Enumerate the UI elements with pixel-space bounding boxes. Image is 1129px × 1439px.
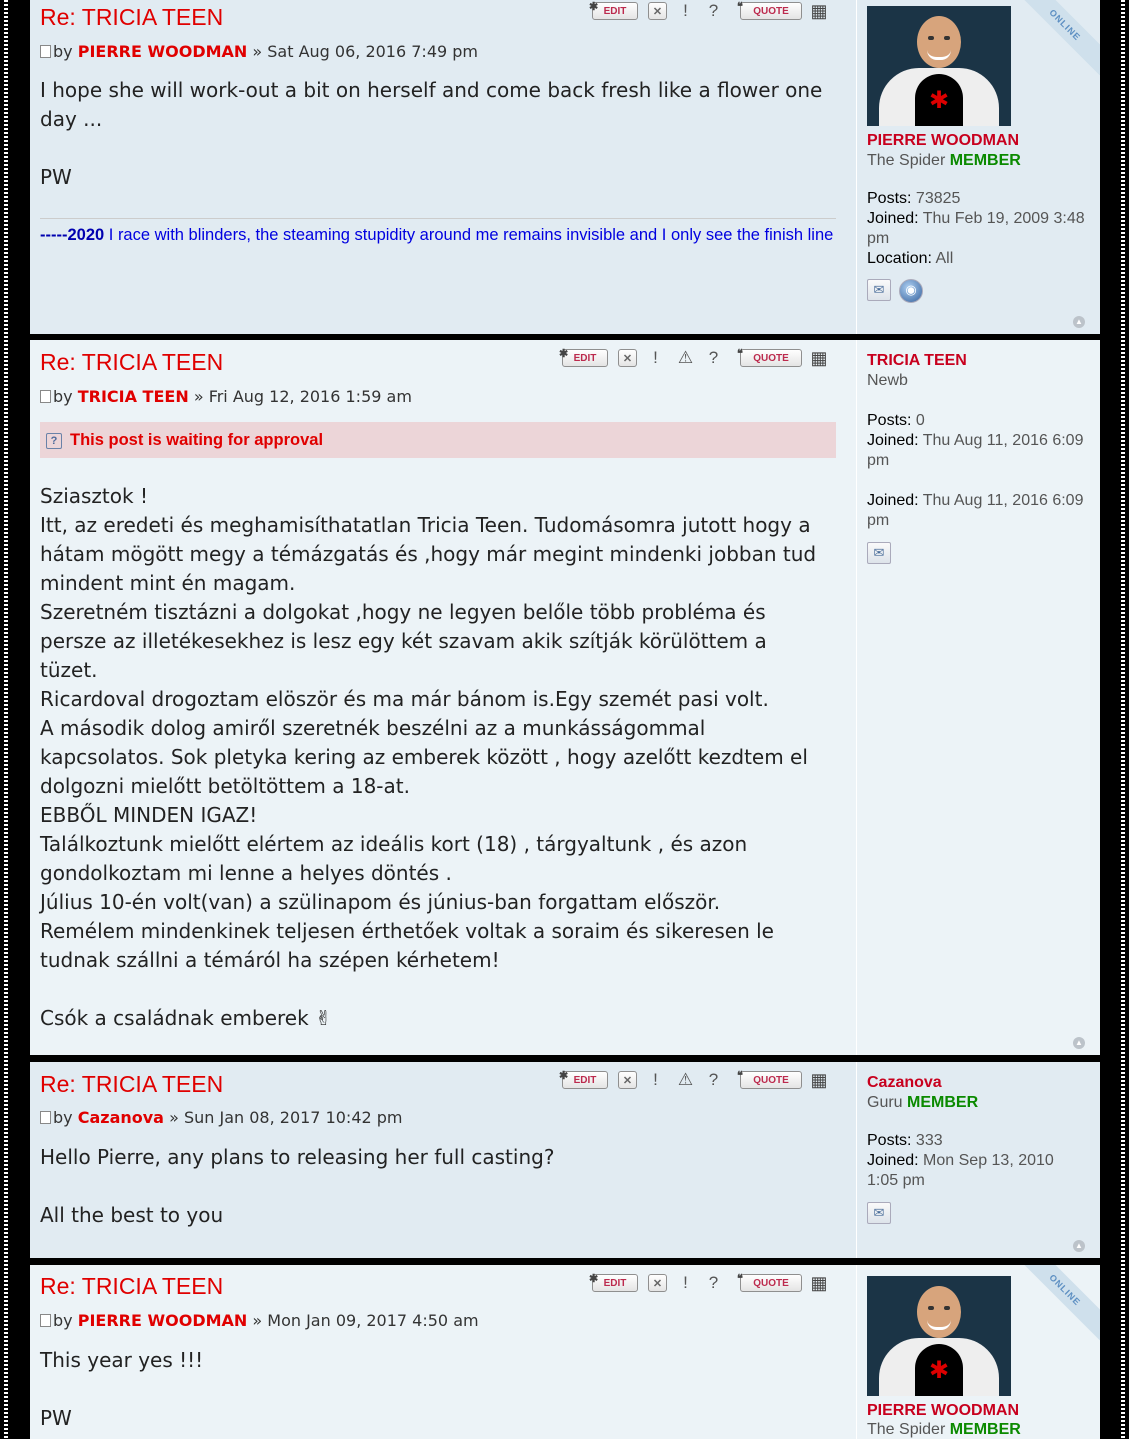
back-to-top-icon[interactable]: ▲ [1073, 1037, 1085, 1049]
post-icon [40, 1314, 51, 1327]
post-date: » Sat Aug 06, 2016 7:49 pm [252, 42, 479, 61]
mail-icon[interactable]: ✉ [867, 279, 891, 301]
star-icon: ✱ [559, 1070, 569, 1082]
warn-button[interactable]: ⚠ [677, 348, 694, 367]
avatar[interactable] [867, 6, 1011, 126]
question-icon: ? [46, 433, 62, 449]
star-icon: ✱ [589, 1, 599, 13]
left-border [0, 0, 30, 1439]
quote-mark-icon: ❝ [737, 1070, 743, 1082]
quote-mark-icon: ❝ [737, 348, 743, 360]
quote-mark-icon: ❝ [737, 1273, 743, 1285]
profile-rank: The Spider MEMBER [867, 152, 1021, 169]
profile-details: Posts: 73825 Joined: Thu Feb 19, 2009 3:48 pm Location: All [867, 190, 1085, 267]
calendar-icon[interactable]: ▦ [810, 1, 828, 21]
report-button[interactable]: ! [653, 348, 658, 367]
report-button[interactable]: ! [683, 1, 688, 20]
post-title[interactable]: Re: TRICIA TEEN [40, 349, 224, 375]
post-buttons [589, 1, 836, 24]
post-content: I hope she will work-out a bit on herself and come back fresh like a flower one day ... PW [40, 78, 823, 189]
profile-rank: Guru MEMBER [867, 1094, 979, 1111]
post-author-line: by PIERRE WOODMAN » Mon Jan 09, 2017 4:50 am [40, 1311, 479, 1330]
quote-button[interactable]: ❝ QUOTE [740, 2, 802, 20]
post-4 [30, 1265, 1100, 1439]
post-profile [856, 0, 1097, 334]
online-badge: ONLINE [1015, 1265, 1100, 1340]
star-icon: ✱ [589, 1273, 599, 1285]
edit-button[interactable]: ✱ EDIT [592, 1274, 638, 1292]
post-content: Hello Pierre, any plans to releasing her full casting? All the best to you [40, 1145, 555, 1227]
spider-icon: ✱ [928, 1357, 950, 1384]
back-to-top-icon[interactable]: ▲ [1073, 316, 1085, 328]
profile-username[interactable]: PIERRE WOODMAN [867, 132, 1019, 149]
profile-details: Posts: 0 Joined: Thu Aug 11, 2016 6:09 pm [867, 412, 1084, 469]
post-profile [856, 340, 1097, 1055]
post-author-line: by PIERRE WOODMAN » Sat Aug 06, 2016 7:49 pm [40, 42, 478, 61]
post-icon [40, 45, 51, 58]
post-profile [856, 1062, 1097, 1258]
delete-button[interactable]: ✕ [618, 349, 637, 367]
post-content: Sziasztok ! Itt, az eredeti és meghamisíthatatlan Tricia Teen. Tudomásomra jutott hogy a hátam mögött megy a témázgatás és ,hogy már megint mindenki jobban tud mindent mint én magam. Szeretném tisztázni a dolgokat ,hogy ne legyen belőle több probléma és persze az illetékesekhez is lesz egy két szavam akik szítják körülöttem a tüzet. Ricardoval drogoztam elöször és ma már bánom is.Egy szemét pasi volt. A második dolog amiről szeretnék beszélni az a munkásságommal kapcsolatos. Sok pletyka kering az emberek között , hogy azelőtt kezdtem el dolgozni mielőtt betöltöttem a 18-at. EBBŐL MINDEN IGAZ! Találkoztunk mielőtt elértem az ideális kort (18) , tárgyaltunk , és azon gondolkoztam mi lenne a helyes döntés . Július 10-én volt(van) a szülinapom és június-ban forgattam először. Remélem mindenkinek teljesen érthetőek voltak a soraim és sikeresen le tudnak szállni a témáról ha szépen kérhetem! Csók a családnak emberek ✌ [40, 484, 817, 1030]
spider-icon: ✱ [928, 87, 950, 114]
post-title[interactable]: Re: TRICIA TEEN [40, 1071, 224, 1097]
post-buttons [559, 342, 836, 368]
profile-username[interactable]: TRICIA TEEN [867, 352, 967, 369]
profile-rank: Newb [867, 372, 908, 389]
profile-username[interactable]: Cazanova [867, 1074, 942, 1091]
post-profile [856, 1265, 1097, 1439]
info-button[interactable]: ? [708, 1273, 719, 1292]
post-1 [30, 0, 1100, 334]
post-title[interactable]: Re: TRICIA TEEN [40, 1273, 224, 1299]
post-author-line: by Cazanova » Sun Jan 08, 2017 10:42 pm [40, 1108, 403, 1127]
right-border [1100, 0, 1129, 1439]
quote-mark-icon: ❝ [737, 1, 743, 13]
avatar[interactable] [867, 1276, 1011, 1396]
delete-button[interactable]: ✕ [648, 1274, 667, 1292]
signature: -----2020 I race with blinders, the steaming stupidity around me remains invisible and I only see the finish line [40, 218, 836, 248]
post-author-line: by TRICIA TEEN » Fri Aug 12, 2016 1:59 am [40, 387, 412, 406]
post-title[interactable]: Re: TRICIA TEEN [40, 4, 224, 30]
star-icon: ✱ [559, 348, 569, 360]
calendar-icon[interactable]: ▦ [810, 1273, 828, 1293]
info-button[interactable]: ? [708, 1, 719, 20]
post-buttons [559, 1064, 836, 1090]
post-content: This year yes !!! PW [40, 1348, 204, 1430]
author-link[interactable]: TRICIA TEEN [77, 387, 189, 406]
delete-button[interactable]: ✕ [648, 2, 667, 20]
author-link[interactable]: PIERRE WOODMAN [77, 1311, 248, 1330]
report-button[interactable]: ! [683, 1273, 688, 1292]
quote-button[interactable]: ❝ QUOTE [740, 1274, 802, 1292]
calendar-icon[interactable]: ▦ [810, 1070, 828, 1090]
calendar-icon[interactable]: ▦ [810, 348, 828, 368]
edit-button[interactable]: ✱ EDIT [592, 2, 638, 20]
report-button[interactable]: ! [653, 1070, 658, 1089]
author-link[interactable]: PIERRE WOODMAN [77, 42, 248, 61]
post-3 [30, 1062, 1100, 1258]
profile-rank: The Spider MEMBER [867, 1421, 1021, 1438]
post-date: » Mon Jan 09, 2017 4:50 am [252, 1311, 479, 1330]
info-button[interactable]: ? [708, 1070, 719, 1089]
back-to-top-icon[interactable]: ▲ [1073, 1240, 1085, 1252]
edit-button[interactable]: ✱ EDIT [562, 1071, 608, 1089]
delete-button[interactable]: ✕ [618, 1071, 637, 1089]
post-date: » Fri Aug 12, 2016 1:59 am [193, 387, 412, 406]
online-badge: ONLINE [1015, 0, 1100, 75]
approval-notice: ? This post is waiting for approval [40, 422, 836, 458]
info-button[interactable]: ? [708, 348, 719, 367]
profile-details: Posts: 333 Joined: Mon Sep 13, 2010 1:05 pm [867, 1132, 1054, 1189]
website-icon[interactable]: ◉ [899, 279, 923, 303]
post-icon [40, 390, 51, 403]
author-link[interactable]: Cazanova [77, 1108, 164, 1127]
mail-icon[interactable]: ✉ [867, 1202, 891, 1224]
quote-button[interactable]: ❝ QUOTE [740, 1071, 802, 1089]
post-buttons [589, 1267, 836, 1293]
mail-icon[interactable]: ✉ [867, 542, 891, 564]
warn-button[interactable]: ⚠ [677, 1070, 694, 1089]
post-icon [40, 1111, 51, 1124]
quote-button[interactable]: ❝ QUOTE [740, 349, 802, 367]
profile-username[interactable]: PIERRE WOODMAN [867, 1402, 1019, 1419]
post-2 [30, 340, 1100, 1055]
profile-details-extra: Joined: Thu Aug 11, 2016 6:09 pm [867, 492, 1084, 529]
post-date: » Sun Jan 08, 2017 10:42 pm [169, 1108, 403, 1127]
edit-button[interactable]: ✱ EDIT [562, 349, 608, 367]
